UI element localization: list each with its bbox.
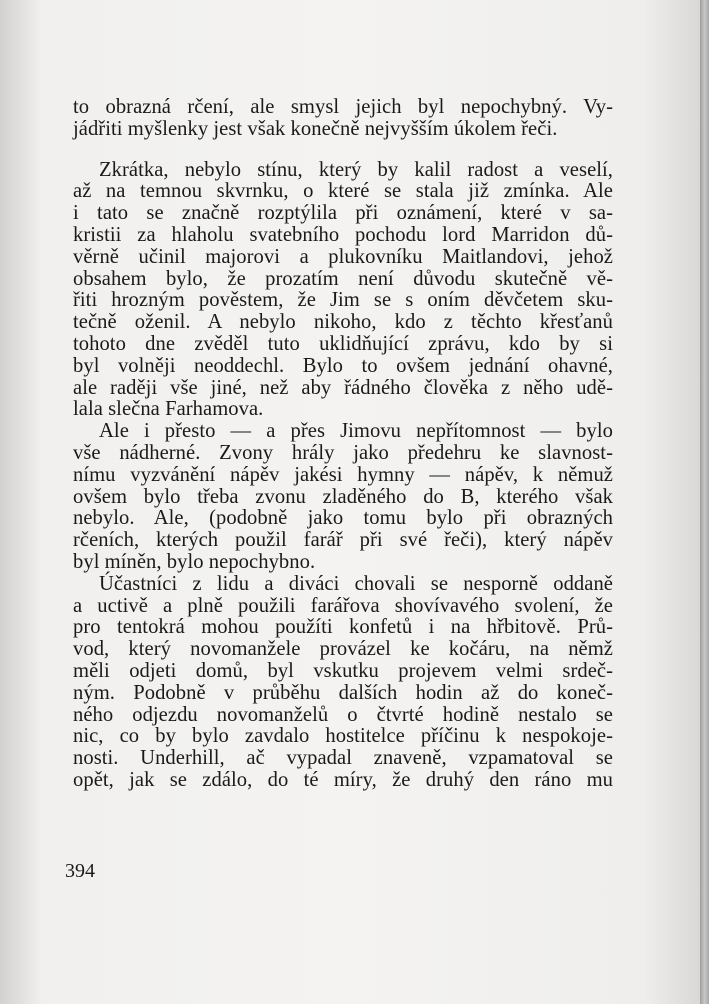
text-line: ale raději vše jiné, než aby řádného člověka z něho udě- [73, 376, 613, 399]
text-line: a uctivě a plně použili farářova shovívavého svolení, že [73, 594, 613, 617]
text-line: pro tentokrá mohou použíti konfetů i na hřbitově. Prů- [73, 616, 613, 639]
text-line: opět, jak se zdálo, do té míry, že druhý den ráno mu [73, 768, 613, 791]
text-line: byl volněji neoddechl. Bylo to ovšem jednání ohavné, [73, 354, 613, 377]
text-line: ovšem bylo třeba zvonu zladěného do B, kterého však [73, 485, 613, 508]
text-line: Účastníci z lidu a diváci chovali se nesporně oddaně [99, 572, 613, 595]
text-line: řiti hrozným pověstem, že Jim se s oním děvčetem sku- [73, 289, 613, 312]
page-text [73, 97, 613, 792]
text-line: Ale i přesto — a přes Jimovu nepřítomnost — bylo [99, 420, 613, 443]
text-line: lala slečna Farhamova. [73, 398, 264, 421]
text-line: obsahem bylo, že prozatím není důvodu skutečně vě- [73, 267, 613, 290]
text-line: i tato se značně rozptýlila při oznámení, které v sa- [73, 202, 613, 225]
text-line: měli odjeti domů, byl vskutku projevem velmi srdeč- [73, 659, 613, 682]
text-line: věrně učinil majorovi a plukovníku Maitlandovi, jehož [73, 245, 613, 268]
text-line: tohoto dne zvěděl tuto uklidňující zprávu, kdo by si [73, 332, 613, 355]
text-line: nosti. Underhill, ač vypadal znaveně, vzpamatoval se [73, 747, 613, 770]
text-line: ného odjezdu novomanželů o čtvrté hodině nestalo se [73, 703, 613, 726]
text-line: ným. Podobně v průběhu dalších hodin až do koneč- [73, 681, 613, 704]
text-line: rčeních, kterých použil farář při své řeči), který nápěv [73, 529, 613, 552]
text-line: vše nádherné. Zvony hrály jako předehru ke slavnost- [73, 441, 613, 464]
text-line: kristii za hlaholu svatebního pochodu lord Marridon dů- [73, 223, 613, 246]
text-line: byl míněn, bylo nepochybno. [73, 550, 316, 573]
text-line: nic, co by bylo zavdalo hostitelce příčinu k nespokoje- [73, 725, 613, 748]
text-line: vod, který novomanžele provázel ke kočáru, na němž [73, 638, 613, 661]
text-line: až na temnou skvrnku, o které se stala již zmínka. Ale [73, 180, 613, 203]
text-line: nímu vyzvánění nápěv jakési hymny — nápěv, k němuž [73, 463, 613, 486]
page-number: 394 [65, 860, 95, 882]
text-line: Zkrátka, nebylo stínu, který by kalil radost a veselí, [99, 158, 613, 181]
paragraph-gap [73, 141, 613, 160]
text-line: jádřiti myšlenky jest však konečně nejvyšším úkolem řeči. [73, 117, 558, 140]
text-line: nebylo. Ale, (podobně jako tomu bylo při obrazných [73, 507, 613, 530]
text-line: tečně oženil. A nebylo nikoho, kdo z těchto křesťanů [73, 311, 613, 334]
page-edge [700, 0, 709, 1004]
text-line: to obrazná rčení, ale smysl jejich byl nepochybný. Vy- [73, 96, 613, 118]
